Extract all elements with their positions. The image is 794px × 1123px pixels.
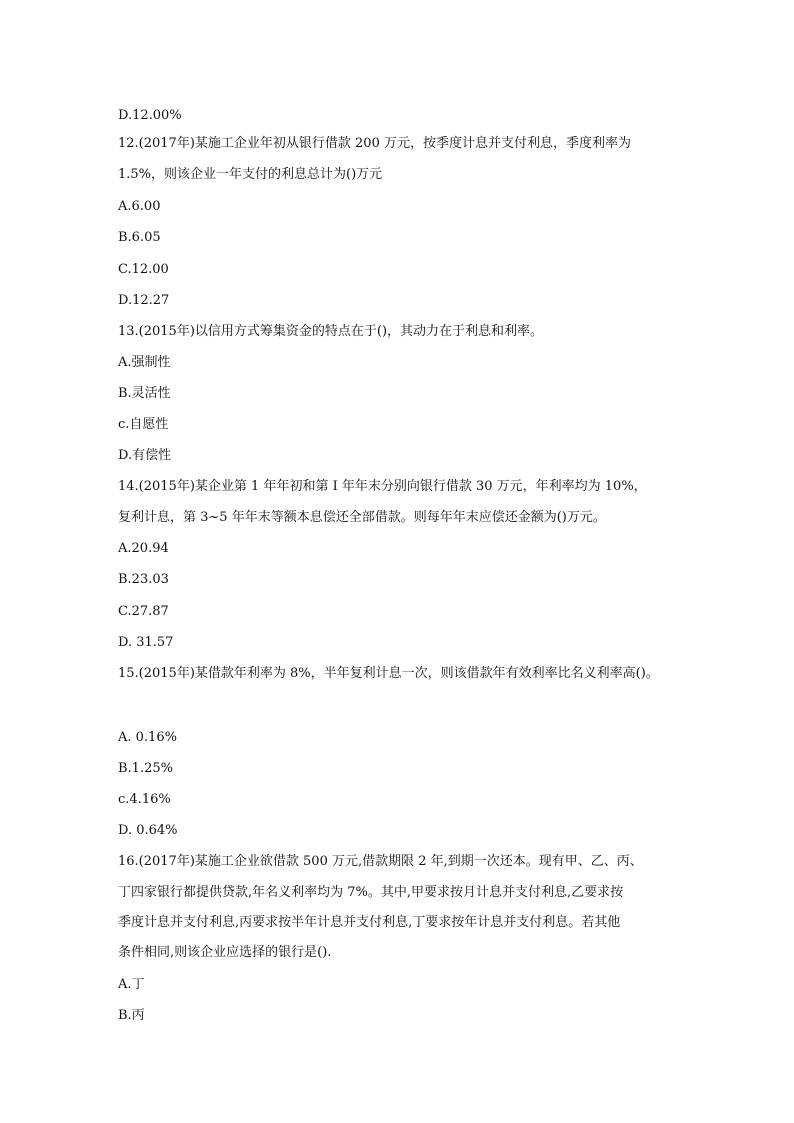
option-q15-d: D. 0.64% (118, 823, 178, 838)
question-13-stem: 13.(2015年)以信用方式筹集资金的特点在于()，其动力在于利息和利率。 (118, 324, 544, 339)
question-12-stem-line-1: 12.(2017年)某施工企业年初从银行借款 200 万元，按季度计息并支付利息，季度利率为 (118, 136, 631, 151)
option-q15-c: c.4.16% (118, 792, 171, 807)
question-14-stem-line-1: 14.(2015年)某企业第 1 年年初和第 I 年年末分别向银行借款 30 万元，年利率均为 10%， (118, 479, 647, 494)
option-q14-c: C.27.87 (118, 604, 169, 619)
option-q14-a: A.20.94 (118, 541, 169, 556)
question-16-stem-line-1: 16.(2017年)某施工企业欲借款 500 万元,借款期限 2 年,到期一次还本。现有甲、乙、丙、 (118, 854, 643, 869)
option-q13-b: B.灵活性 (118, 386, 171, 401)
option-q13-c: c.自愿性 (118, 417, 169, 432)
option-q12-d: D.12.27 (118, 293, 170, 308)
question-16-stem-line-3: 季度计息并支付利息,丙要求按半年计息并支付利息,丁要求按年计息并支付利息。若其他 (118, 915, 621, 930)
option-q12-b: B.6.05 (118, 230, 161, 245)
option-q14-d: D. 31.57 (118, 635, 174, 650)
question-14-stem-line-2: 复利计息，第 3~5 年年末等额本息偿还全部借款。则每年年末应偿还金额为()万元。 (118, 510, 606, 525)
option-q13-d: D.有偿性 (118, 448, 172, 463)
question-16-stem-line-2: 丁四家银行都提供贷款,年名义利率均为 7%。其中,甲要求按月计息并支付利息,乙要求按 (118, 885, 624, 900)
question-16-stem-line-4: 条件相同,则该企业应选择的银行是(). (118, 945, 332, 960)
option-q13-a: A.强制性 (118, 355, 171, 370)
question-15-stem: 15.(2015年)某借款年利率为 8%，半年复利计息一次，则该借款年有效利率比名义利率高()。 (118, 666, 659, 681)
option-q12-a: A.6.00 (118, 199, 161, 214)
option-q11-d: D.12.00% (118, 108, 182, 123)
option-q14-b: B.23.03 (118, 572, 169, 587)
option-q16-b: B.丙 (118, 1008, 145, 1023)
option-q12-c: C.12.00 (118, 262, 169, 277)
option-q15-b: B.1.25% (118, 761, 173, 776)
option-q15-a: A. 0.16% (118, 730, 177, 745)
option-q16-a: A.丁 (118, 977, 145, 992)
question-12-stem-line-2: 1.5%，则该企业一年支付的利息总计为()万元 (118, 167, 383, 182)
